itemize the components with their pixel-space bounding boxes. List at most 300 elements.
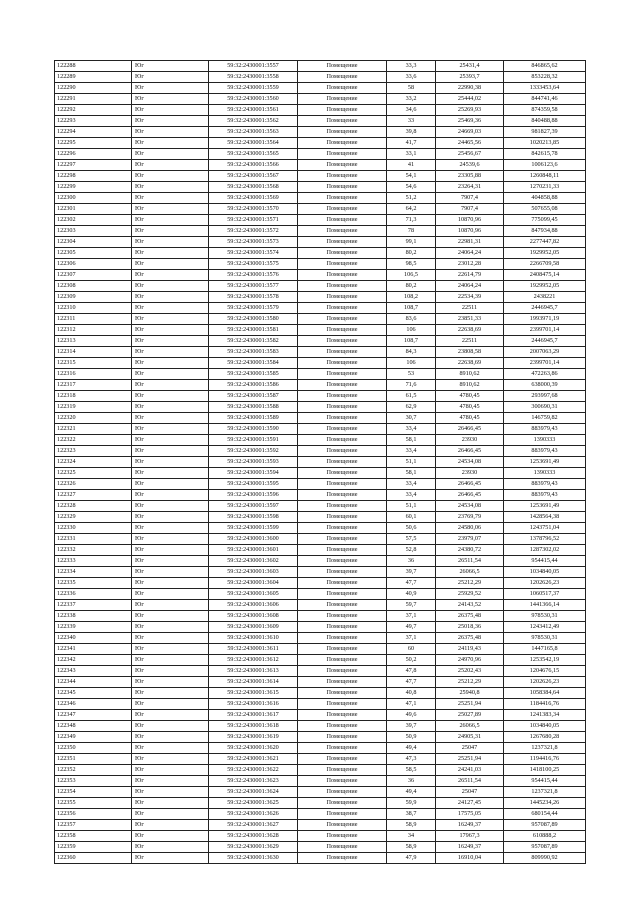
district-cell: Юг	[132, 402, 209, 413]
object-type-cell: Помещение	[298, 820, 387, 831]
cadastral-value-cell: 638000,39	[504, 380, 586, 391]
cadastral-number-cell: 59:32:2430001:3599	[209, 523, 298, 534]
table-row	[55, 842, 586, 853]
row-id-cell: 122357	[55, 820, 132, 831]
row-id-cell: 122354	[55, 787, 132, 798]
price-per-unit-cell: 22981,31	[436, 237, 504, 248]
district-cell: Юг	[132, 644, 209, 655]
price-per-unit-cell: 16249,37	[436, 820, 504, 831]
cadastral-number-cell: 59:32:2430001:3578	[209, 292, 298, 303]
object-type-cell: Помещение	[298, 523, 387, 534]
object-type-cell: Помещение	[298, 149, 387, 160]
cadastral-number-cell: 59:32:2430001:3588	[209, 402, 298, 413]
cadastral-number-cell: 59:32:2430001:3558	[209, 72, 298, 83]
object-type-cell: Помещение	[298, 116, 387, 127]
row-id-cell: 122329	[55, 512, 132, 523]
area-cell: 64,2	[387, 204, 436, 215]
district-cell: Юг	[132, 127, 209, 138]
table-row	[55, 127, 586, 138]
cadastral-value-cell: 954415,44	[504, 776, 586, 787]
price-per-unit-cell: 10870,96	[436, 215, 504, 226]
district-cell: Юг	[132, 369, 209, 380]
row-id-cell: 122355	[55, 798, 132, 809]
cadastral-number-cell: 59:32:2430001:3630	[209, 853, 298, 864]
price-per-unit-cell: 8910,62	[436, 369, 504, 380]
price-per-unit-cell: 23851,33	[436, 314, 504, 325]
table-row	[55, 215, 586, 226]
table-row	[55, 512, 586, 523]
object-type-cell: Помещение	[298, 754, 387, 765]
price-per-unit-cell: 22638,69	[436, 325, 504, 336]
cadastral-value-cell: 2266709,58	[504, 259, 586, 270]
row-id-cell: 122290	[55, 83, 132, 94]
cadastral-value-cell: 1241383,34	[504, 710, 586, 721]
price-per-unit-cell: 8910,62	[436, 380, 504, 391]
area-cell: 33,2	[387, 94, 436, 105]
table-row	[55, 149, 586, 160]
object-type-cell: Помещение	[298, 182, 387, 193]
object-type-cell: Помещение	[298, 160, 387, 171]
object-type-cell: Помещение	[298, 413, 387, 424]
cadastral-number-cell: 59:32:2430001:3605	[209, 589, 298, 600]
row-id-cell: 122312	[55, 325, 132, 336]
object-type-cell: Помещение	[298, 633, 387, 644]
district-cell: Юг	[132, 853, 209, 864]
row-id-cell: 122310	[55, 303, 132, 314]
row-id-cell: 122304	[55, 237, 132, 248]
district-cell: Юг	[132, 699, 209, 710]
cadastral-value-cell: 2277447,82	[504, 237, 586, 248]
cadastral-value-cell: 1267680,28	[504, 732, 586, 743]
row-id-cell: 122337	[55, 600, 132, 611]
area-cell: 33,1	[387, 149, 436, 160]
district-cell: Юг	[132, 468, 209, 479]
row-id-cell: 122338	[55, 611, 132, 622]
cadastral-number-cell: 59:32:2430001:3587	[209, 391, 298, 402]
cadastral-value-cell: 610888,2	[504, 831, 586, 842]
price-per-unit-cell: 7907,4	[436, 204, 504, 215]
area-cell: 39,7	[387, 567, 436, 578]
cadastral-number-cell: 59:32:2430001:3586	[209, 380, 298, 391]
district-cell: Юг	[132, 193, 209, 204]
row-id-cell: 122316	[55, 369, 132, 380]
cadastral-value-cell: 1060517,37	[504, 589, 586, 600]
row-id-cell: 122360	[55, 853, 132, 864]
cadastral-number-cell: 59:32:2430001:3597	[209, 501, 298, 512]
price-per-unit-cell: 26511,54	[436, 776, 504, 787]
cadastral-value-cell: 2446945,7	[504, 303, 586, 314]
district-cell: Юг	[132, 347, 209, 358]
area-cell: 33,4	[387, 446, 436, 457]
district-cell: Юг	[132, 259, 209, 270]
area-cell: 98,5	[387, 259, 436, 270]
area-cell: 51,2	[387, 193, 436, 204]
object-type-cell: Помещение	[298, 446, 387, 457]
object-type-cell: Помещение	[298, 732, 387, 743]
cadastral-number-cell: 59:32:2430001:3565	[209, 149, 298, 160]
cadastral-number-cell: 59:32:2430001:3566	[209, 160, 298, 171]
cadastral-value-cell: 1006123,6	[504, 160, 586, 171]
district-cell: Юг	[132, 622, 209, 633]
district-cell: Юг	[132, 116, 209, 127]
row-id-cell: 122326	[55, 479, 132, 490]
area-cell: 47,1	[387, 699, 436, 710]
object-type-cell: Помещение	[298, 699, 387, 710]
object-type-cell: Помещение	[298, 655, 387, 666]
table-row	[55, 776, 586, 787]
cadastral-value-cell: 981827,39	[504, 127, 586, 138]
object-type-cell: Помещение	[298, 853, 387, 864]
district-cell: Юг	[132, 501, 209, 512]
row-id-cell: 122303	[55, 226, 132, 237]
cadastral-number-cell: 59:32:2430001:3604	[209, 578, 298, 589]
district-cell: Юг	[132, 765, 209, 776]
price-per-unit-cell: 26466,45	[436, 424, 504, 435]
row-id-cell: 122333	[55, 556, 132, 567]
cadastral-number-cell: 59:32:2430001:3628	[209, 831, 298, 842]
cadastral-value-cell: 1390333	[504, 468, 586, 479]
cadastral-number-cell: 59:32:2430001:3619	[209, 732, 298, 743]
cadastral-number-cell: 59:32:2430001:3581	[209, 325, 298, 336]
price-per-unit-cell: 24539,6	[436, 160, 504, 171]
cadastral-number-cell: 59:32:2430001:3563	[209, 127, 298, 138]
row-id-cell: 122294	[55, 127, 132, 138]
row-id-cell: 122320	[55, 413, 132, 424]
table-row	[55, 589, 586, 600]
area-cell: 80,2	[387, 281, 436, 292]
cadastral-number-cell: 59:32:2430001:3575	[209, 259, 298, 270]
object-type-cell: Помещение	[298, 611, 387, 622]
area-cell: 59,9	[387, 798, 436, 809]
cadastral-number-cell: 59:32:2430001:3621	[209, 754, 298, 765]
area-cell: 57,5	[387, 534, 436, 545]
price-per-unit-cell: 4780,45	[436, 402, 504, 413]
table-row	[55, 105, 586, 116]
cadastral-number-cell: 59:32:2430001:3585	[209, 369, 298, 380]
row-id-cell: 122356	[55, 809, 132, 820]
object-type-cell: Помещение	[298, 710, 387, 721]
area-cell: 40,9	[387, 589, 436, 600]
district-cell: Юг	[132, 732, 209, 743]
area-cell: 36	[387, 556, 436, 567]
row-id-cell: 122343	[55, 666, 132, 677]
district-cell: Юг	[132, 292, 209, 303]
table-row	[55, 402, 586, 413]
object-type-cell: Помещение	[298, 83, 387, 94]
object-type-cell: Помещение	[298, 545, 387, 556]
price-per-unit-cell: 7907,4	[436, 193, 504, 204]
cadastral-number-cell: 59:32:2430001:3567	[209, 171, 298, 182]
row-id-cell: 122352	[55, 765, 132, 776]
price-per-unit-cell: 22614,79	[436, 270, 504, 281]
table-row	[55, 292, 586, 303]
row-id-cell: 122311	[55, 314, 132, 325]
object-type-cell: Помещение	[298, 501, 387, 512]
table-row	[55, 138, 586, 149]
cadastral-value-cell: 2446945,7	[504, 336, 586, 347]
row-id-cell: 122347	[55, 710, 132, 721]
area-cell: 37,1	[387, 633, 436, 644]
price-per-unit-cell: 24534,08	[436, 501, 504, 512]
cadastral-number-cell: 59:32:2430001:3594	[209, 468, 298, 479]
cadastral-number-cell: 59:32:2430001:3610	[209, 633, 298, 644]
price-per-unit-cell: 23930	[436, 468, 504, 479]
row-id-cell: 122345	[55, 688, 132, 699]
district-cell: Юг	[132, 655, 209, 666]
row-id-cell: 122353	[55, 776, 132, 787]
cadastral-value-cell: 809990,92	[504, 853, 586, 864]
price-per-unit-cell: 25456,67	[436, 149, 504, 160]
table-row	[55, 688, 586, 699]
area-cell: 106	[387, 358, 436, 369]
table-row	[55, 820, 586, 831]
price-per-unit-cell: 22990,38	[436, 83, 504, 94]
table-row	[55, 567, 586, 578]
property-table	[54, 60, 586, 864]
row-id-cell: 122307	[55, 270, 132, 281]
table-row	[55, 523, 586, 534]
area-cell: 40,8	[387, 688, 436, 699]
object-type-cell: Помещение	[298, 259, 387, 270]
district-cell: Юг	[132, 380, 209, 391]
cadastral-number-cell: 59:32:2430001:3559	[209, 83, 298, 94]
row-id-cell: 122341	[55, 644, 132, 655]
district-cell: Юг	[132, 820, 209, 831]
area-cell: 51,1	[387, 457, 436, 468]
district-cell: Юг	[132, 611, 209, 622]
cadastral-number-cell: 59:32:2430001:3620	[209, 743, 298, 754]
price-per-unit-cell: 24970,96	[436, 655, 504, 666]
object-type-cell: Помещение	[298, 721, 387, 732]
area-cell: 33,4	[387, 479, 436, 490]
object-type-cell: Помещение	[298, 193, 387, 204]
object-type-cell: Помещение	[298, 776, 387, 787]
area-cell: 60	[387, 644, 436, 655]
district-cell: Юг	[132, 149, 209, 160]
cadastral-value-cell: 1260848,11	[504, 171, 586, 182]
area-cell: 84,3	[387, 347, 436, 358]
cadastral-number-cell: 59:32:2430001:3574	[209, 248, 298, 259]
area-cell: 106	[387, 325, 436, 336]
object-type-cell: Помещение	[298, 94, 387, 105]
cadastral-number-cell: 59:32:2430001:3592	[209, 446, 298, 457]
cadastral-number-cell: 59:32:2430001:3612	[209, 655, 298, 666]
price-per-unit-cell: 24064,24	[436, 281, 504, 292]
cadastral-value-cell: 1287302,02	[504, 545, 586, 556]
cadastral-value-cell: 1428564,38	[504, 512, 586, 523]
cadastral-value-cell: 1929952,05	[504, 248, 586, 259]
cadastral-number-cell: 59:32:2430001:3590	[209, 424, 298, 435]
district-cell: Юг	[132, 204, 209, 215]
district-cell: Юг	[132, 534, 209, 545]
price-per-unit-cell: 25251,94	[436, 699, 504, 710]
price-per-unit-cell: 23979,07	[436, 534, 504, 545]
row-id-cell: 122351	[55, 754, 132, 765]
area-cell: 41,7	[387, 138, 436, 149]
price-per-unit-cell: 25393,7	[436, 72, 504, 83]
row-id-cell: 122300	[55, 193, 132, 204]
cadastral-value-cell: 883979,43	[504, 446, 586, 457]
table-row	[55, 226, 586, 237]
price-per-unit-cell: 24534,08	[436, 457, 504, 468]
area-cell: 47,9	[387, 853, 436, 864]
object-type-cell: Помещение	[298, 127, 387, 138]
cadastral-value-cell: 1378796,52	[504, 534, 586, 545]
cadastral-value-cell: 1253691,49	[504, 457, 586, 468]
area-cell: 47,8	[387, 666, 436, 677]
price-per-unit-cell: 16910,04	[436, 853, 504, 864]
area-cell: 38,7	[387, 809, 436, 820]
table-row	[55, 534, 586, 545]
table-row	[55, 787, 586, 798]
area-cell: 52,8	[387, 545, 436, 556]
table-row	[55, 248, 586, 259]
row-id-cell: 122321	[55, 424, 132, 435]
cadastral-value-cell: 842615,78	[504, 149, 586, 160]
table-row	[55, 446, 586, 457]
row-id-cell: 122358	[55, 831, 132, 842]
cadastral-value-cell: 680154,44	[504, 809, 586, 820]
document-page	[54, 60, 586, 864]
price-per-unit-cell: 24580,06	[436, 523, 504, 534]
cadastral-value-cell: 1202626,23	[504, 578, 586, 589]
cadastral-value-cell: 507655,08	[504, 204, 586, 215]
object-type-cell: Помещение	[298, 512, 387, 523]
price-per-unit-cell: 26466,45	[436, 479, 504, 490]
cadastral-value-cell: 1253691,49	[504, 501, 586, 512]
cadastral-number-cell: 59:32:2430001:3608	[209, 611, 298, 622]
price-per-unit-cell: 16249,37	[436, 842, 504, 853]
cadastral-value-cell: 1390333	[504, 435, 586, 446]
table-row	[55, 501, 586, 512]
row-id-cell: 122328	[55, 501, 132, 512]
object-type-cell: Помещение	[298, 369, 387, 380]
table-row	[55, 490, 586, 501]
cadastral-number-cell: 59:32:2430001:3625	[209, 798, 298, 809]
district-cell: Юг	[132, 600, 209, 611]
row-id-cell: 122296	[55, 149, 132, 160]
cadastral-value-cell: 1418100,25	[504, 765, 586, 776]
district-cell: Юг	[132, 589, 209, 600]
cadastral-number-cell: 59:32:2430001:3596	[209, 490, 298, 501]
table-row	[55, 754, 586, 765]
district-cell: Юг	[132, 325, 209, 336]
district-cell: Юг	[132, 666, 209, 677]
area-cell: 80,2	[387, 248, 436, 259]
table-row	[55, 809, 586, 820]
object-type-cell: Помещение	[298, 358, 387, 369]
object-type-cell: Помещение	[298, 347, 387, 358]
cadastral-value-cell: 1058384,64	[504, 688, 586, 699]
row-id-cell: 122315	[55, 358, 132, 369]
cadastral-number-cell: 59:32:2430001:3629	[209, 842, 298, 853]
area-cell: 108,2	[387, 292, 436, 303]
cadastral-value-cell: 1441366,14	[504, 600, 586, 611]
row-id-cell: 122330	[55, 523, 132, 534]
price-per-unit-cell: 24465,56	[436, 138, 504, 149]
district-cell: Юг	[132, 578, 209, 589]
table-row	[55, 182, 586, 193]
cadastral-number-cell: 59:32:2430001:3595	[209, 479, 298, 490]
cadastral-value-cell: 404858,88	[504, 193, 586, 204]
area-cell: 50,9	[387, 732, 436, 743]
cadastral-number-cell: 59:32:2430001:3577	[209, 281, 298, 292]
district-cell: Юг	[132, 413, 209, 424]
object-type-cell: Помещение	[298, 314, 387, 325]
row-id-cell: 122288	[55, 61, 132, 72]
cadastral-value-cell: 957087,89	[504, 820, 586, 831]
cadastral-value-cell: 1034840,05	[504, 567, 586, 578]
district-cell: Юг	[132, 72, 209, 83]
district-cell: Юг	[132, 798, 209, 809]
district-cell: Юг	[132, 270, 209, 281]
row-id-cell: 122344	[55, 677, 132, 688]
object-type-cell: Помещение	[298, 479, 387, 490]
cadastral-number-cell: 59:32:2430001:3562	[209, 116, 298, 127]
row-id-cell: 122301	[55, 204, 132, 215]
price-per-unit-cell: 25469,36	[436, 116, 504, 127]
object-type-cell: Помещение	[298, 336, 387, 347]
table-row	[55, 391, 586, 402]
cadastral-number-cell: 59:32:2430001:3593	[209, 457, 298, 468]
cadastral-value-cell: 1243412,49	[504, 622, 586, 633]
row-id-cell: 122339	[55, 622, 132, 633]
district-cell: Юг	[132, 490, 209, 501]
cadastral-number-cell: 59:32:2430001:3602	[209, 556, 298, 567]
cadastral-value-cell: 2408475,14	[504, 270, 586, 281]
district-cell: Юг	[132, 776, 209, 787]
area-cell: 51,1	[387, 501, 436, 512]
row-id-cell: 122309	[55, 292, 132, 303]
area-cell: 71,6	[387, 380, 436, 391]
cadastral-value-cell: 2399701,14	[504, 358, 586, 369]
price-per-unit-cell: 26066,5	[436, 721, 504, 732]
cadastral-value-cell: 846865,62	[504, 61, 586, 72]
area-cell: 58,9	[387, 820, 436, 831]
cadastral-number-cell: 59:32:2430001:3580	[209, 314, 298, 325]
cadastral-number-cell: 59:32:2430001:3617	[209, 710, 298, 721]
object-type-cell: Помещение	[298, 391, 387, 402]
district-cell: Юг	[132, 556, 209, 567]
table-row	[55, 765, 586, 776]
cadastral-number-cell: 59:32:2430001:3598	[209, 512, 298, 523]
price-per-unit-cell: 25202,43	[436, 666, 504, 677]
table-row	[55, 600, 586, 611]
cadastral-value-cell: 1447165,8	[504, 644, 586, 655]
district-cell: Юг	[132, 391, 209, 402]
price-per-unit-cell: 23012,28	[436, 259, 504, 270]
object-type-cell: Помещение	[298, 831, 387, 842]
table-row	[55, 160, 586, 171]
table-row	[55, 457, 586, 468]
district-cell: Юг	[132, 754, 209, 765]
object-type-cell: Помещение	[298, 138, 387, 149]
row-id-cell: 122308	[55, 281, 132, 292]
object-type-cell: Помещение	[298, 204, 387, 215]
district-cell: Юг	[132, 688, 209, 699]
row-id-cell: 122292	[55, 105, 132, 116]
price-per-unit-cell: 26375,48	[436, 611, 504, 622]
cadastral-value-cell: 1445234,26	[504, 798, 586, 809]
table-row	[55, 732, 586, 743]
table-row	[55, 655, 586, 666]
table-row	[55, 633, 586, 644]
object-type-cell: Помещение	[298, 534, 387, 545]
cadastral-number-cell: 59:32:2430001:3579	[209, 303, 298, 314]
price-per-unit-cell: 25431,4	[436, 61, 504, 72]
object-type-cell: Помещение	[298, 589, 387, 600]
object-type-cell: Помещение	[298, 677, 387, 688]
